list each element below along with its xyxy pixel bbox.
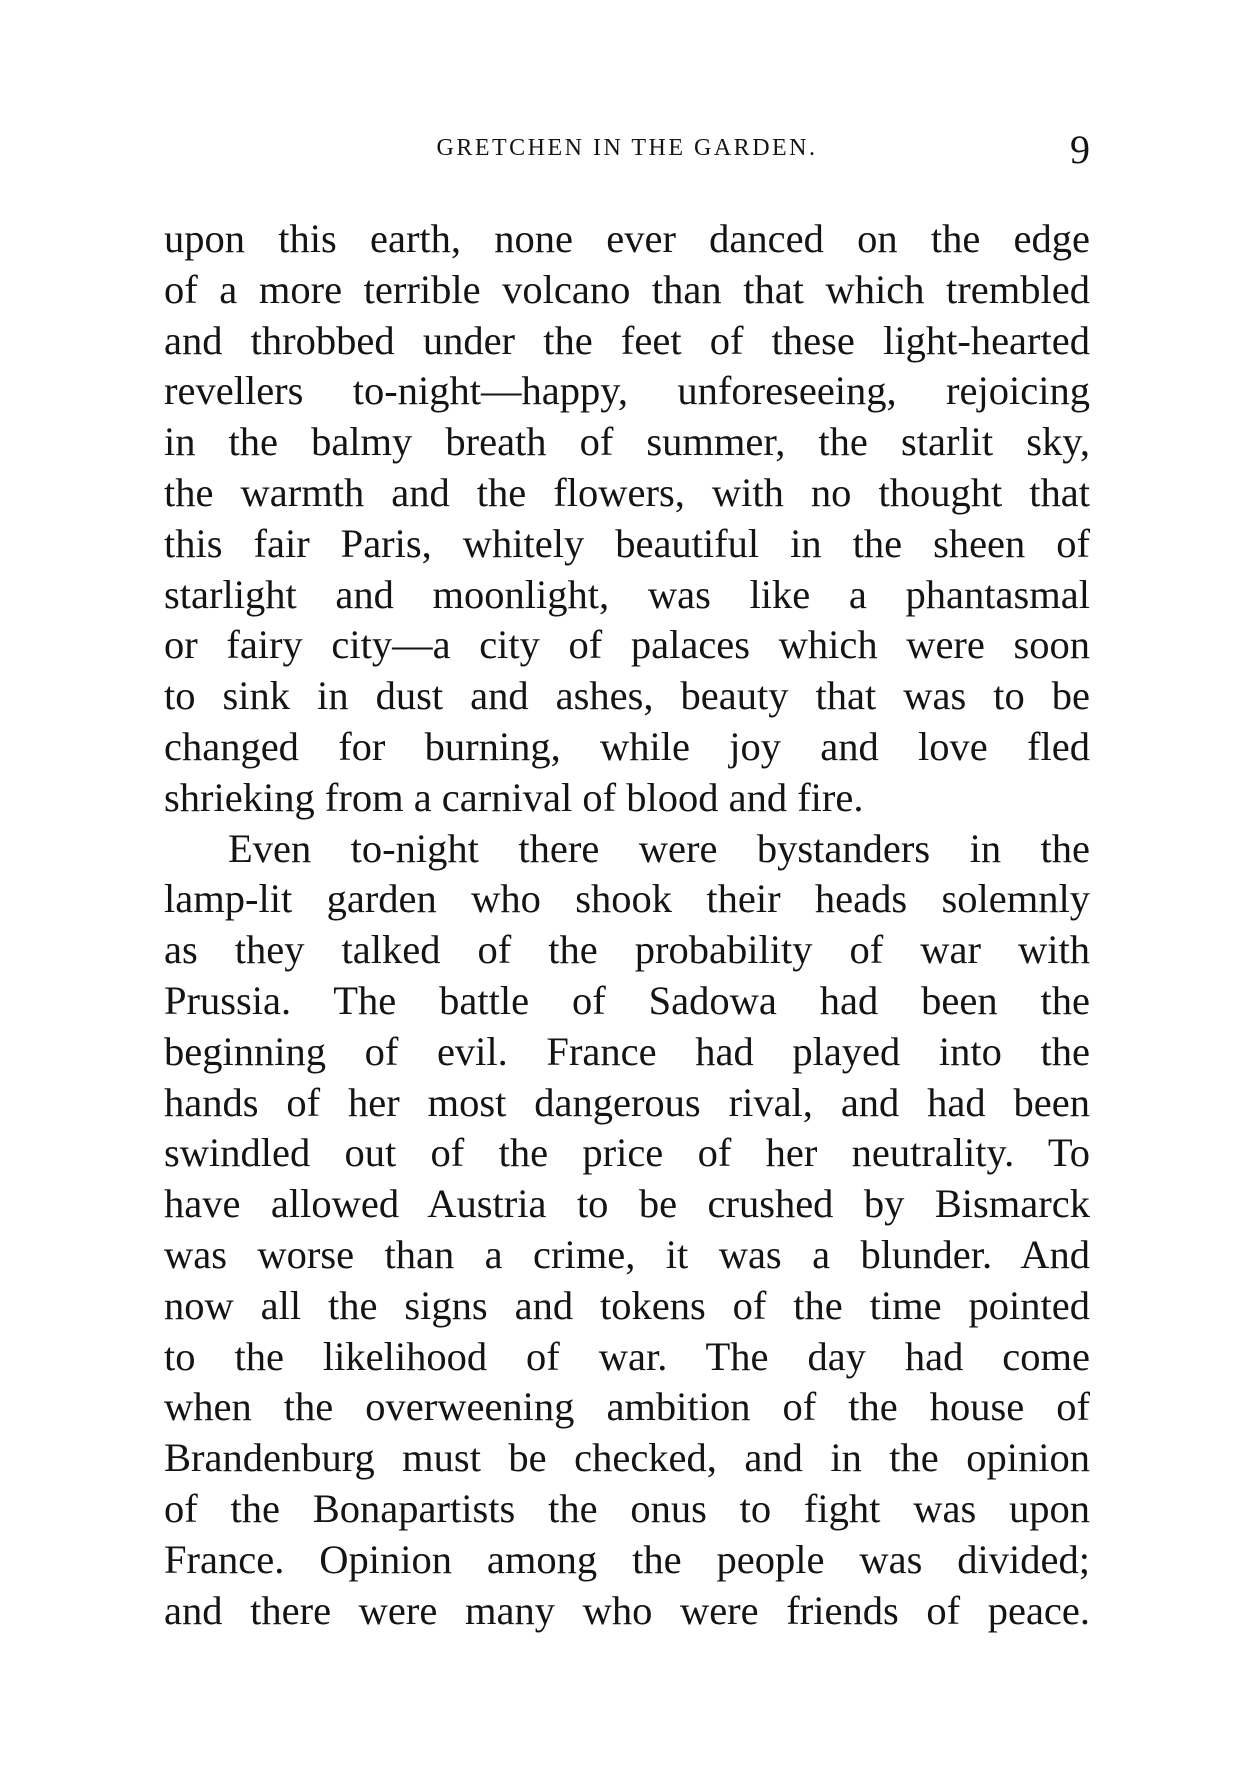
text-line: hands of her most dangerous rival, and had been: [164, 1079, 1090, 1125]
text-line: upon this earth, none ever danced on the edge: [164, 216, 1090, 261]
text-line: lamp-lit garden who shook their heads solemnly: [164, 876, 1090, 922]
running-title: GRETCHEN IN THE GARDEN.: [436, 135, 818, 161]
running-head: [164, 128, 1090, 188]
text-line: this fair Paris, whitely beautiful in the sheen of: [164, 520, 1090, 566]
paragraph: [164, 214, 1090, 824]
text-line: shrieking from a carnival of blood and fire.: [164, 774, 864, 820]
paragraph: [164, 824, 1090, 1637]
text-line: in the balmy breath of summer, the starlit sky,: [164, 419, 1090, 465]
text-line: revellers to-night—happy, unforeseeing, rejoicing: [164, 368, 1090, 414]
text-line: changed for burning, while joy and love fled: [164, 723, 1090, 769]
text-line: or fairy city—a city of palaces which were soon: [164, 622, 1090, 668]
body-text: [164, 214, 1090, 1636]
text-line: Prussia. The battle of Sadowa had been the: [164, 977, 1090, 1023]
text-line: swindled out of the price of her neutrality. To: [164, 1130, 1090, 1176]
text-line: beginning of evil. France had played into the: [164, 1028, 1090, 1074]
text-line: the warmth and the flowers, with no thought that: [164, 469, 1090, 515]
text-line: to sink in dust and ashes, beauty that was to be: [164, 673, 1090, 719]
text-line: France. Opinion among the people was divided;: [164, 1536, 1090, 1582]
text-line: when the overweening ambition of the house of: [164, 1384, 1090, 1430]
text-line: have allowed Austria to be crushed by Bismarck: [164, 1181, 1090, 1227]
text-line: and throbbed under the feet of these light-hearted: [164, 317, 1090, 363]
text-line: now all the signs and tokens of the time pointed: [164, 1282, 1090, 1328]
text-line: of a more terrible volcano than that which trembled: [164, 266, 1090, 312]
text-line: as they talked of the probability of war with: [164, 927, 1090, 973]
text-line: to the likelihood of war. The day had come: [164, 1333, 1090, 1379]
text-line: was worse than a crime, it was a blunder. And: [164, 1231, 1090, 1277]
text-line: Even to-night there were bystanders in the: [228, 825, 1090, 871]
page-number: 9: [1070, 127, 1090, 172]
text-line: starlight and moonlight, was like a phantasmal: [164, 571, 1090, 617]
text-line: of the Bonapartists the onus to fight was upon: [164, 1485, 1090, 1531]
text-line: Brandenburg must be checked, and in the opinion: [164, 1435, 1090, 1481]
text-line: and there were many who were friends of peace.: [164, 1587, 1090, 1633]
